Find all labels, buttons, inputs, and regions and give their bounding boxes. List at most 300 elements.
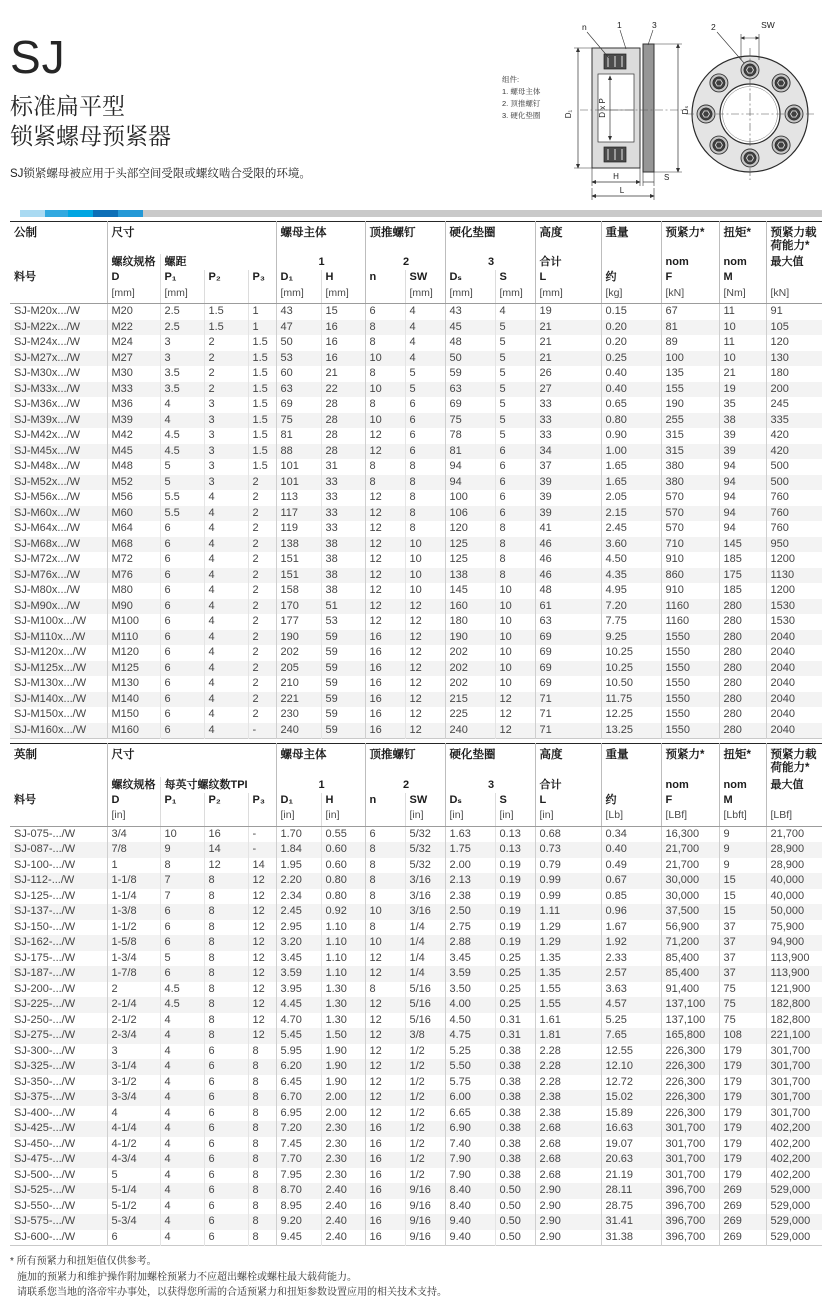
imperial-table-body [10, 826, 822, 1246]
cell: 301,700 [766, 1044, 822, 1060]
table-row [10, 506, 822, 522]
cell: 529,000 [766, 1230, 822, 1246]
cell: 1.30 [321, 982, 365, 998]
cell: 0.50 [495, 1199, 535, 1215]
accent-bar-segment [45, 210, 68, 217]
cell: 8 [365, 459, 405, 475]
cell: 1/2 [405, 1106, 445, 1122]
cell: 16 [365, 630, 405, 646]
col-header: n [365, 270, 405, 285]
cell: 15 [719, 889, 766, 905]
cell: 1.5 [248, 397, 276, 413]
cell: 16 [365, 707, 405, 723]
cell: SJ-125-.../W [14, 889, 76, 902]
cell: 4 [204, 490, 248, 506]
cell: 4 [405, 335, 445, 351]
cell: 6 [204, 1121, 248, 1137]
col-group-header: 顶推螺钉 [365, 744, 445, 777]
cell: SJ-M110x.../W [14, 630, 86, 643]
cell: 8 [365, 889, 405, 905]
cell: 2.40 [321, 1183, 365, 1199]
cell: 8 [365, 475, 405, 491]
cell: 94 [445, 459, 495, 475]
cell: 16 [204, 826, 248, 842]
cell: 2-3/4 [107, 1028, 160, 1044]
cell: 4 [204, 614, 248, 630]
cell: 8 [405, 459, 445, 475]
cell: 4.75 [445, 1028, 495, 1044]
cell: SJ-187-.../W [14, 967, 76, 980]
cell: M150 [107, 707, 160, 723]
cell: SJ-325-.../W [14, 1060, 76, 1073]
cell: 0.85 [601, 889, 661, 905]
cell: 402,200 [766, 1137, 822, 1153]
cell: 39 [535, 475, 601, 491]
col-header: [in] [495, 808, 535, 826]
cell: 182,800 [766, 997, 822, 1013]
cell: 8 [248, 1152, 276, 1168]
cell: SJ-600-.../W [14, 1230, 76, 1243]
table-row [10, 676, 822, 692]
cell: 4.45 [276, 997, 321, 1013]
cell: 1130 [766, 568, 822, 584]
cell: 12 [365, 966, 405, 982]
col-header [10, 286, 107, 304]
cell: 8 [405, 475, 445, 491]
col-header: [in] [321, 808, 365, 826]
cell: 230 [276, 707, 321, 723]
cell: 570 [661, 521, 719, 537]
cell: 16 [365, 1168, 405, 1184]
cell: 43 [276, 304, 321, 320]
table-row [10, 521, 822, 537]
cell: 2.30 [321, 1152, 365, 1168]
cell: 5 [405, 382, 445, 398]
cell: M30 [107, 366, 160, 382]
cell: 529,000 [766, 1214, 822, 1230]
col-header: [Lbft] [719, 808, 766, 826]
cell: 16 [365, 1152, 405, 1168]
col-header: P₂ [204, 270, 248, 285]
cell: 1-7/8 [107, 966, 160, 982]
cell: 19.07 [601, 1137, 661, 1153]
cell: 4-1/2 [107, 1137, 160, 1153]
cell: 12 [365, 583, 405, 599]
cell: 12 [248, 1013, 276, 1029]
cell: 1.50 [321, 1028, 365, 1044]
cell: 226,300 [661, 1106, 719, 1122]
cell: 0.25 [495, 951, 535, 967]
cross-section-view [564, 20, 690, 200]
cell: 4 [160, 397, 204, 413]
cell: 8 [365, 335, 405, 351]
table-row [10, 1121, 822, 1137]
cell: 28,900 [766, 842, 822, 858]
cell: 380 [661, 459, 719, 475]
cell: 5/32 [405, 842, 445, 858]
cell: 21 [535, 320, 601, 336]
technical-drawing [492, 18, 827, 206]
cell: 2 [248, 583, 276, 599]
cell: 1.65 [601, 459, 661, 475]
cell: 3 [204, 475, 248, 491]
cell: 12 [365, 521, 405, 537]
footnote: * 所有预紧力和扭矩值仅供参考。 [10, 1256, 157, 1268]
cell: 0.55 [321, 826, 365, 842]
cell: 6 [204, 1090, 248, 1106]
cell: 10 [495, 583, 535, 599]
col-group-header: 尺寸 [107, 744, 276, 777]
cell: 10 [365, 351, 405, 367]
cell: 2.68 [535, 1168, 601, 1184]
cell: 2 [248, 661, 276, 677]
cell: 145 [719, 537, 766, 553]
cell: 5/16 [405, 982, 445, 998]
cell: 46 [535, 537, 601, 553]
cell: 8 [204, 873, 248, 889]
cell: 2.95 [276, 920, 321, 936]
cell: 4 [160, 1214, 204, 1230]
cell: 37 [719, 920, 766, 936]
cell: 1.90 [321, 1059, 365, 1075]
cell: 1.35 [535, 966, 601, 982]
cell: 8 [204, 935, 248, 951]
cell: 28 [321, 428, 365, 444]
cell: 0.50 [495, 1214, 535, 1230]
cell: 31 [321, 459, 365, 475]
cell: SJ-525-.../W [14, 1184, 76, 1197]
col-header: 料号 [14, 793, 36, 806]
table-row [10, 382, 822, 398]
cell: 2 [204, 351, 248, 367]
col-header: M [719, 270, 766, 285]
cell: 221 [276, 692, 321, 708]
cell: 20.63 [601, 1152, 661, 1168]
cell: 1.90 [321, 1044, 365, 1060]
table-row [10, 366, 822, 382]
col-header: 料号 [14, 271, 36, 284]
cell: 7.40 [445, 1137, 495, 1153]
col-header: F [661, 793, 719, 808]
cell: 106 [445, 506, 495, 522]
cell: 5 [495, 413, 535, 429]
cell: 4 [204, 583, 248, 599]
cell: 6 [160, 583, 204, 599]
cell: 12 [405, 630, 445, 646]
cell: 4 [160, 1013, 204, 1029]
col-header: 约 [601, 270, 661, 285]
cell: 8 [248, 1230, 276, 1246]
cell: 0.80 [321, 873, 365, 889]
cell: 6 [160, 904, 204, 920]
cell: 120 [766, 335, 822, 351]
cell: 101 [276, 459, 321, 475]
cell: 59 [321, 692, 365, 708]
col-header: P₁ [160, 793, 204, 808]
cell: 4.50 [601, 552, 661, 568]
cell: 170 [276, 599, 321, 615]
cell: 5.95 [276, 1044, 321, 1060]
callout-3: 3 [652, 20, 657, 30]
cell: 269 [719, 1199, 766, 1215]
cell: 38 [321, 583, 365, 599]
cell: 4 [160, 1168, 204, 1184]
cell: 8 [204, 951, 248, 967]
cell: 280 [719, 614, 766, 630]
cell: 15 [719, 904, 766, 920]
cell: 15 [321, 304, 365, 320]
cell: 3/16 [405, 873, 445, 889]
cell: 59 [321, 645, 365, 661]
cell: 570 [661, 490, 719, 506]
cell: 200 [766, 382, 822, 398]
cell: 0.38 [495, 1059, 535, 1075]
col-header: nom [661, 254, 719, 270]
cell: 59 [321, 676, 365, 692]
cell: 202 [445, 676, 495, 692]
cell: 8 [248, 1044, 276, 1060]
cell: SJ-M24x.../W [14, 336, 81, 349]
cell: 2.75 [445, 920, 495, 936]
cell: M27 [107, 351, 160, 367]
cell: 94 [719, 506, 766, 522]
cell: M76 [107, 568, 160, 584]
cell: 2.28 [535, 1044, 601, 1060]
cell: 0.19 [495, 935, 535, 951]
cell: 8 [365, 397, 405, 413]
cell: 12 [365, 506, 405, 522]
cell: 10 [160, 826, 204, 842]
cell: 8 [248, 1106, 276, 1122]
cell: 6.00 [445, 1090, 495, 1106]
cell: 75,900 [766, 920, 822, 936]
cell: 10.25 [601, 645, 661, 661]
cell: 39 [535, 490, 601, 506]
cell: 10 [495, 614, 535, 630]
table-row [10, 904, 822, 920]
cell: 6 [160, 614, 204, 630]
cell: 0.19 [495, 858, 535, 874]
cell: 9.25 [601, 630, 661, 646]
cell: 6.20 [276, 1059, 321, 1075]
cell: 6 [160, 645, 204, 661]
cell: 226,300 [661, 1059, 719, 1075]
col-header: H [321, 270, 365, 285]
cell: 6 [204, 1152, 248, 1168]
cell: 2 [248, 707, 276, 723]
cell: SJ-200-.../W [14, 982, 76, 995]
col-header: F [661, 270, 719, 285]
cell: 190 [276, 630, 321, 646]
cell: 8 [495, 552, 535, 568]
cell: 27 [535, 382, 601, 398]
cell: 4 [160, 1059, 204, 1075]
cell: 3 [204, 397, 248, 413]
cell: 11.75 [601, 692, 661, 708]
cell: 1160 [661, 599, 719, 615]
cell: 39 [719, 444, 766, 460]
cell: 135 [661, 366, 719, 382]
col-header: [mm] [321, 286, 365, 304]
dim-label-sw: SW [761, 20, 775, 30]
cell: 12 [365, 1059, 405, 1075]
cell: 4-1/4 [107, 1121, 160, 1137]
col-header: [mm] [535, 286, 601, 304]
cell: 2040 [766, 692, 822, 708]
cell: 1.10 [321, 935, 365, 951]
col-header [601, 777, 661, 793]
cell: 4 [405, 304, 445, 320]
cell: 1.5 [248, 444, 276, 460]
cell: SJ-175-.../W [14, 951, 76, 964]
cell: 8 [495, 537, 535, 553]
cell: 12 [365, 444, 405, 460]
cell: 125 [445, 552, 495, 568]
cell: 0.15 [601, 304, 661, 320]
accent-bar-segment [143, 210, 822, 217]
cell: 7 [160, 873, 204, 889]
cell: 1/2 [405, 1168, 445, 1184]
cell: 5-3/4 [107, 1214, 160, 1230]
cell: 4 [160, 1090, 204, 1106]
table-row [10, 842, 822, 858]
cell: 6 [405, 428, 445, 444]
cell: 0.31 [495, 1013, 535, 1029]
cell: 5 [160, 459, 204, 475]
cell: 75 [719, 1013, 766, 1029]
cell: 1.5 [248, 459, 276, 475]
cell: 16 [365, 692, 405, 708]
cell: 179 [719, 1121, 766, 1137]
cell: 4 [495, 304, 535, 320]
cell: 48 [535, 583, 601, 599]
cell: 4 [160, 1075, 204, 1091]
cell: 5 [495, 382, 535, 398]
cell: 3-1/2 [107, 1075, 160, 1091]
cell: 6 [160, 661, 204, 677]
cell: 4 [107, 1106, 160, 1122]
col-header: L [535, 270, 601, 285]
cell: 402,200 [766, 1152, 822, 1168]
cell: 3 [107, 1044, 160, 1060]
cell: 1/2 [405, 1075, 445, 1091]
cell: 402,200 [766, 1121, 822, 1137]
cell: 63 [276, 382, 321, 398]
cell: 14 [248, 858, 276, 874]
cell: 301,700 [766, 1075, 822, 1091]
cell: 8 [365, 873, 405, 889]
cell: SJ-550-.../W [14, 1199, 76, 1212]
cell: 12 [365, 428, 405, 444]
col-header: [mm] [160, 286, 204, 304]
cell: 0.50 [495, 1230, 535, 1246]
cell: 12 [405, 707, 445, 723]
cell: 5 [495, 351, 535, 367]
cell: 2.30 [321, 1121, 365, 1137]
cell: 4 [204, 645, 248, 661]
cell: 2.00 [445, 858, 495, 874]
cell: 2040 [766, 645, 822, 661]
cell: 8 [248, 1168, 276, 1184]
page-subtitle-2: 锁紧螺母预紧器 [10, 122, 171, 149]
cell: 35 [719, 397, 766, 413]
cell: 63 [535, 614, 601, 630]
cell: 9 [719, 858, 766, 874]
cell: 1-5/8 [107, 935, 160, 951]
table-row [10, 351, 822, 367]
cell: 4 [204, 707, 248, 723]
cell: 1.10 [321, 951, 365, 967]
cell: 910 [661, 552, 719, 568]
cell: 81 [276, 428, 321, 444]
col-header: L [535, 793, 601, 808]
cell: 1.55 [535, 997, 601, 1013]
cell: 125 [445, 537, 495, 553]
cell: - [248, 826, 276, 842]
cell: 12 [365, 614, 405, 630]
col-header: [LBf] [766, 808, 822, 826]
cell: 0.25 [601, 351, 661, 367]
cell: 2 [204, 335, 248, 351]
legend-item: 3. 硬化垫圈 [502, 111, 541, 120]
page-subtitle-1: 标准扁平型 [10, 93, 125, 119]
cell: 6 [204, 1199, 248, 1215]
cell: 8 [248, 1137, 276, 1153]
callout-1: 1 [617, 20, 622, 30]
cell: 4 [405, 320, 445, 336]
cell: 28 [321, 397, 365, 413]
cell: 8 [204, 982, 248, 998]
cell: 41 [535, 521, 601, 537]
cell: 2.5 [160, 304, 204, 320]
table-row [10, 723, 822, 739]
cell: 53 [276, 351, 321, 367]
cell: 179 [719, 1090, 766, 1106]
table-row [10, 966, 822, 982]
cell: 28,900 [766, 858, 822, 874]
cell: 0.38 [495, 1121, 535, 1137]
cell: 2.40 [321, 1230, 365, 1246]
cell: 160 [445, 599, 495, 615]
col-header: D₁ [276, 793, 321, 808]
col-header: [Nm] [719, 286, 766, 304]
cell: 255 [661, 413, 719, 429]
cell: 0.40 [601, 842, 661, 858]
cell: 16 [365, 1183, 405, 1199]
cell: 3.59 [276, 966, 321, 982]
cell: 1.35 [535, 951, 601, 967]
cell: 8 [204, 920, 248, 936]
cell: 85,400 [661, 951, 719, 967]
cell: 21,700 [766, 826, 822, 842]
cell: 3.60 [601, 537, 661, 553]
cell: M42 [107, 428, 160, 444]
cell: 30,000 [661, 873, 719, 889]
cell: 0.25 [495, 997, 535, 1013]
cell: 12.72 [601, 1075, 661, 1091]
cell: 2 [248, 552, 276, 568]
col-header: 2 [365, 254, 445, 270]
cell: 48 [445, 335, 495, 351]
col-header: nom [661, 777, 719, 793]
cell: 3-3/4 [107, 1090, 160, 1106]
cell: 8 [204, 904, 248, 920]
cell: 91 [766, 304, 822, 320]
cell: 46 [535, 552, 601, 568]
col-header [766, 270, 822, 285]
table-row [10, 1044, 822, 1060]
cell: 202 [445, 645, 495, 661]
